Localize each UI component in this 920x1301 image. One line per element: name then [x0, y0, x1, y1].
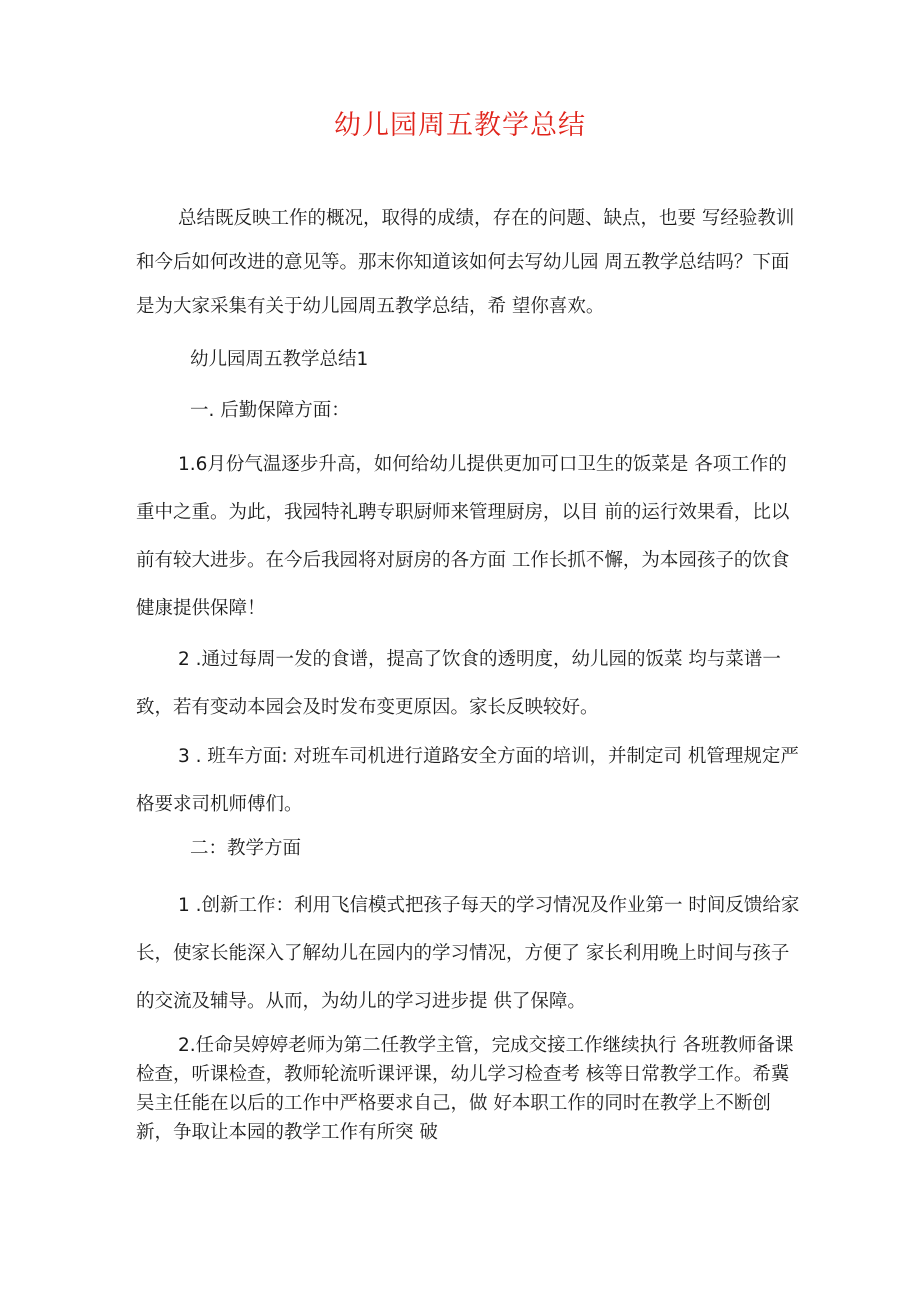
- section-title: 幼儿园周五教学总结1: [190, 349, 369, 370]
- part-one-item-1: 1.6月份气温逐步升高，如何给幼儿提供更加可口卫生的饭菜是 各项工作的重中之重。为此，我园特礼聘专职厨师来管理厨房，以目 前的运行效果看，比以前有较大进步。在今后我园将对厨房的各方面 工作长抓不懈，为本园孩子的饮食健康提供保障！: [136, 454, 790, 619]
- part-one-item-2: 2 .通过每周一发的食谱，提高了饮食的透明度，幼儿园的饭菜 均与菜谱一致，若有变动本园会及时发布变更原因。家长反映较好。: [136, 649, 781, 718]
- part-two-item-1: 1 .创新工作：利用飞信模式把孩子每天的学习情况及作业第一 时间反馈给家长，使家长能深入了解幼儿在园内的学习情况，方便了 家长利用晚上时间与孩子的交流及辅导。从而，为幼儿的学习进步提 供了保障。: [136, 895, 800, 1012]
- part-two-item-2: 2.任命吴婷婷老师为第二任教学主管，完成交接工作继续执行 各班教师备课检查，听课检查，教师轮流听课评课，幼儿学习检查考 核等日常教学工作。希冀吴主任能在以后的工作中严格要求自己，做 好本职工作的同时在教学上不断创新，争取让本园的教学工作有所突 破: [136, 1035, 794, 1143]
- document-title: 幼儿园周五教学总结: [334, 110, 586, 141]
- part-one-heading: 一. 后勤保障方面：: [190, 400, 350, 421]
- part-two-heading: 二：教学方面: [190, 838, 302, 859]
- intro-paragraph: 总结既反映工作的概况，取得的成绩，存在的问题、缺点，也要 写经验教训和今后如何改进的意见等。那末你知道该如何去写幼儿园 周五教学总结吗？下面是为大家采集有关于幼儿园周五教学总结，希 望你喜欢。: [136, 208, 795, 317]
- part-one-item-3: 3 . 班车方面: 对班车司机进行道路安全方面的培训，并制定司 机管理规定严格要求司机师傅们。: [136, 746, 799, 815]
